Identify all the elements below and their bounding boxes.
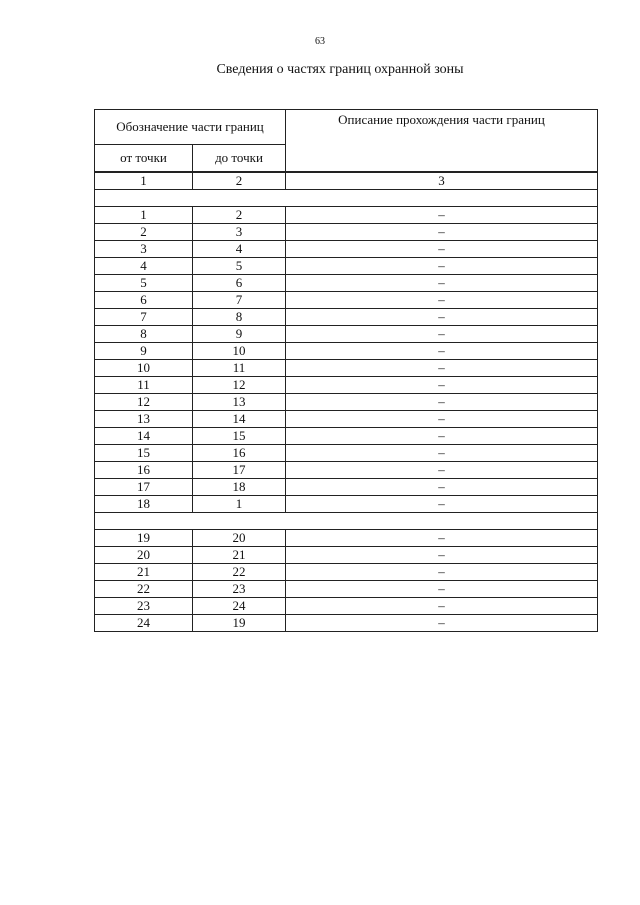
to-point-cell: 2 xyxy=(193,207,286,224)
to-point-cell: 10 xyxy=(193,343,286,360)
description-cell: – xyxy=(286,258,598,275)
table-row xyxy=(95,241,598,258)
description-cell: – xyxy=(286,377,598,394)
boundary-parts-table xyxy=(94,109,598,632)
table-row xyxy=(95,326,598,343)
description-cell: – xyxy=(286,496,598,513)
to-point-cell: 7 xyxy=(193,292,286,309)
column-number: 2 xyxy=(193,172,286,190)
from-point-cell: 14 xyxy=(95,428,193,445)
description-cell: – xyxy=(286,343,598,360)
to-point-cell: 5 xyxy=(193,258,286,275)
description-cell: – xyxy=(286,547,598,564)
table-row xyxy=(95,207,598,224)
from-point-cell: 7 xyxy=(95,309,193,326)
column-number: 1 xyxy=(95,172,193,190)
from-point-cell: 17 xyxy=(95,479,193,496)
table-row xyxy=(95,309,598,326)
table-row xyxy=(95,598,598,615)
from-point-cell: 19 xyxy=(95,530,193,547)
description-cell: – xyxy=(286,207,598,224)
from-point-cell: 1 xyxy=(95,207,193,224)
header-description: Описание прохождения части границ xyxy=(286,110,598,173)
section-separator-row xyxy=(95,513,598,530)
table-row xyxy=(95,428,598,445)
section-separator-cell xyxy=(95,513,598,530)
description-cell: – xyxy=(286,564,598,581)
to-point-cell: 18 xyxy=(193,479,286,496)
description-cell: – xyxy=(286,462,598,479)
header-row xyxy=(95,110,598,145)
description-cell: – xyxy=(286,615,598,632)
table-row xyxy=(95,360,598,377)
table-row xyxy=(95,496,598,513)
from-point-cell: 5 xyxy=(95,275,193,292)
description-cell: – xyxy=(286,275,598,292)
table-row xyxy=(95,462,598,479)
to-point-cell: 24 xyxy=(193,598,286,615)
section-separator-row xyxy=(95,190,598,207)
to-point-cell: 4 xyxy=(193,241,286,258)
from-point-cell: 8 xyxy=(95,326,193,343)
from-point-cell: 13 xyxy=(95,411,193,428)
to-point-cell: 14 xyxy=(193,411,286,428)
section-separator-cell xyxy=(95,190,598,207)
header-from-point: от точки xyxy=(95,145,193,173)
table-row xyxy=(95,479,598,496)
description-cell: – xyxy=(286,445,598,462)
to-point-cell: 11 xyxy=(193,360,286,377)
page-number: 63 xyxy=(315,36,325,47)
to-point-cell: 13 xyxy=(193,394,286,411)
to-point-cell: 20 xyxy=(193,530,286,547)
from-point-cell: 10 xyxy=(95,360,193,377)
from-point-cell: 21 xyxy=(95,564,193,581)
column-number: 3 xyxy=(286,172,598,190)
from-point-cell: 16 xyxy=(95,462,193,479)
table-row xyxy=(95,394,598,411)
from-point-cell: 22 xyxy=(95,581,193,598)
from-point-cell: 9 xyxy=(95,343,193,360)
document-title: Сведения о частях границ охранной зоны xyxy=(216,62,464,77)
table-row xyxy=(95,615,598,632)
description-cell: – xyxy=(286,598,598,615)
column-number-row xyxy=(95,172,598,190)
to-point-cell: 15 xyxy=(193,428,286,445)
from-point-cell: 20 xyxy=(95,547,193,564)
to-point-cell: 12 xyxy=(193,377,286,394)
description-cell: – xyxy=(286,411,598,428)
from-point-cell: 6 xyxy=(95,292,193,309)
description-cell: – xyxy=(286,326,598,343)
description-cell: – xyxy=(286,360,598,377)
description-cell: – xyxy=(286,394,598,411)
from-point-cell: 18 xyxy=(95,496,193,513)
table-row xyxy=(95,530,598,547)
table-row xyxy=(95,445,598,462)
table-row xyxy=(95,377,598,394)
description-cell: – xyxy=(286,292,598,309)
description-cell: – xyxy=(286,224,598,241)
description-cell: – xyxy=(286,581,598,598)
to-point-cell: 3 xyxy=(193,224,286,241)
table-row xyxy=(95,224,598,241)
header-to-point: до точки xyxy=(193,145,286,173)
to-point-cell: 21 xyxy=(193,547,286,564)
from-point-cell: 24 xyxy=(95,615,193,632)
table-row xyxy=(95,258,598,275)
to-point-cell: 23 xyxy=(193,581,286,598)
table-row xyxy=(95,564,598,581)
to-point-cell: 1 xyxy=(193,496,286,513)
to-point-cell: 16 xyxy=(193,445,286,462)
header-boundary-designation: Обозначение части границ xyxy=(95,110,286,145)
from-point-cell: 23 xyxy=(95,598,193,615)
to-point-cell: 6 xyxy=(193,275,286,292)
to-point-cell: 17 xyxy=(193,462,286,479)
to-point-cell: 22 xyxy=(193,564,286,581)
description-cell: – xyxy=(286,309,598,326)
from-point-cell: 4 xyxy=(95,258,193,275)
table-row xyxy=(95,292,598,309)
description-cell: – xyxy=(286,428,598,445)
table-row xyxy=(95,581,598,598)
from-point-cell: 15 xyxy=(95,445,193,462)
table-row xyxy=(95,343,598,360)
description-cell: – xyxy=(286,530,598,547)
to-point-cell: 19 xyxy=(193,615,286,632)
table-row xyxy=(95,547,598,564)
from-point-cell: 11 xyxy=(95,377,193,394)
description-cell: – xyxy=(286,241,598,258)
from-point-cell: 12 xyxy=(95,394,193,411)
to-point-cell: 9 xyxy=(193,326,286,343)
description-cell: – xyxy=(286,479,598,496)
to-point-cell: 8 xyxy=(193,309,286,326)
from-point-cell: 2 xyxy=(95,224,193,241)
table-row xyxy=(95,411,598,428)
table-row xyxy=(95,275,598,292)
from-point-cell: 3 xyxy=(95,241,193,258)
